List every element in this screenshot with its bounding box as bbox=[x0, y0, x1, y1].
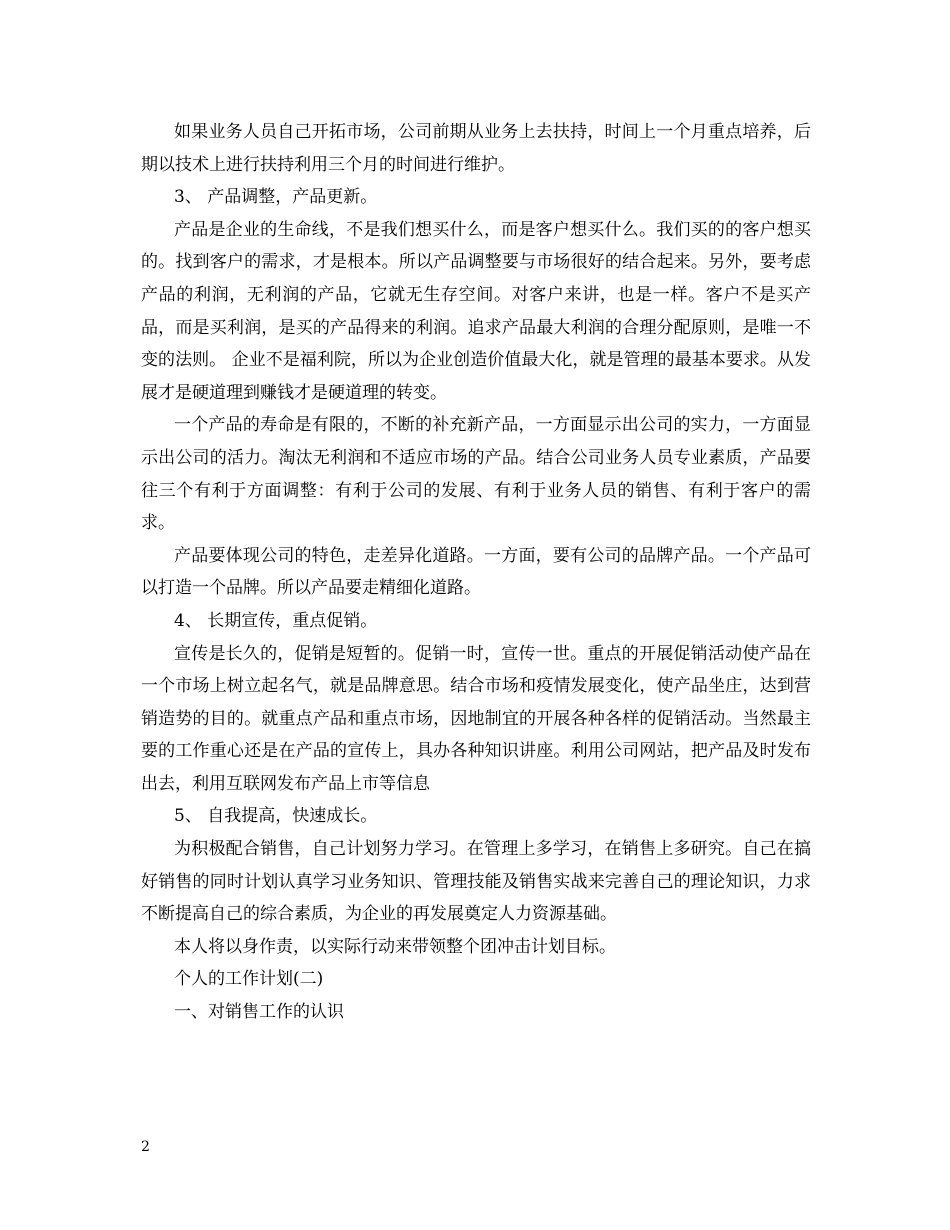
document-body bbox=[141, 116, 811, 1029]
paragraph-promotion-activities: 宣传是长久的，促销是短暂的。促销一时，宣传一世。重点的开展促销活动使产品在一个市场上树立起名气，就是品牌意思。结合市场和疫情发展变化，使产品坐庄，达到营销造势的目的。就重点产品和重点市场，因地制宜的开展各种各样的促销活动。当然最主要的工作重心还是在产品的宣传上，具办各种知识讲座。利用公司网站，把产品及时发布出去，利用互联网发布产品上市等信息 bbox=[141, 643, 811, 794]
page-number: 2 bbox=[141, 1139, 150, 1155]
paragraph-lead-by-example: 本人将以身作责，以实际行动来带领整个团冲击计划目标。 bbox=[174, 936, 616, 957]
paragraph-product-brand: 产品要体现公司的特色，走差异化道路。一方面，要有公司的品牌产品。一个产品可以打造一个品牌。所以产品要走精细化道路。 bbox=[141, 545, 811, 599]
heading-sales-understanding: 一、对销售工作的认识 bbox=[174, 1002, 344, 1023]
heading-long-term-promotion: 4、 长期宣传，重点促销。 bbox=[174, 610, 378, 631]
paragraph-learning-plan: 为积极配合销售，自己计划努力学习。在管理上多学习，在销售上多研究。自己在搞好销售的同时计划认真学习业务知识、管理技能及销售实战来完善自己的理论知识，力求不断提高自己的综合素质，为企业的再发展奠定人力资源基础。 bbox=[141, 839, 811, 925]
paragraph-product-lifeline: 产品是企业的生命线，不是我们想买什么，而是客户想买什么。我们买的的客户想买的。找到客户的需求，才是根本。所以产品调整要与市场很好的结合起来。另外，要考虑产品的利润，无利润的产品，它就无生存空间。对客户来讲，也是一样。客户不是买产品，而是买利润，是买的产品得来的利润。追求产品最大利润的合理分配原则，是唯一不变的法则。 企业不是福利院，所以为企业创造价值最大化，就是管理的最基本要求。从发展才是硬道理到赚钱才是硬道理的转变。 bbox=[141, 219, 811, 403]
heading-work-plan-two: 个人的工作计划(二) bbox=[174, 969, 324, 990]
heading-self-improvement: 5、 自我提高，快速成长。 bbox=[174, 806, 378, 827]
paragraph-product-lifespan: 一个产品的寿命是有限的，不断的补充新产品，一方面显示出公司的实力，一方面显示出公司的活力。淘汰无利润和不适应市场的产品。结合公司业务人员专业素质，产品要往三个有利于方面调整：有利于公司的发展、有利于业务人员的销售、有利于客户的需求。 bbox=[141, 415, 811, 534]
heading-product-adjustment: 3、 产品调整，产品更新。 bbox=[174, 187, 378, 208]
paragraph-support-plan: 如果业务人员自己开拓市场，公司前期从业务上去扶持，时间上一个月重点培养，后期以技术上进行扶持利用三个月的时间进行维护。 bbox=[141, 122, 811, 175]
